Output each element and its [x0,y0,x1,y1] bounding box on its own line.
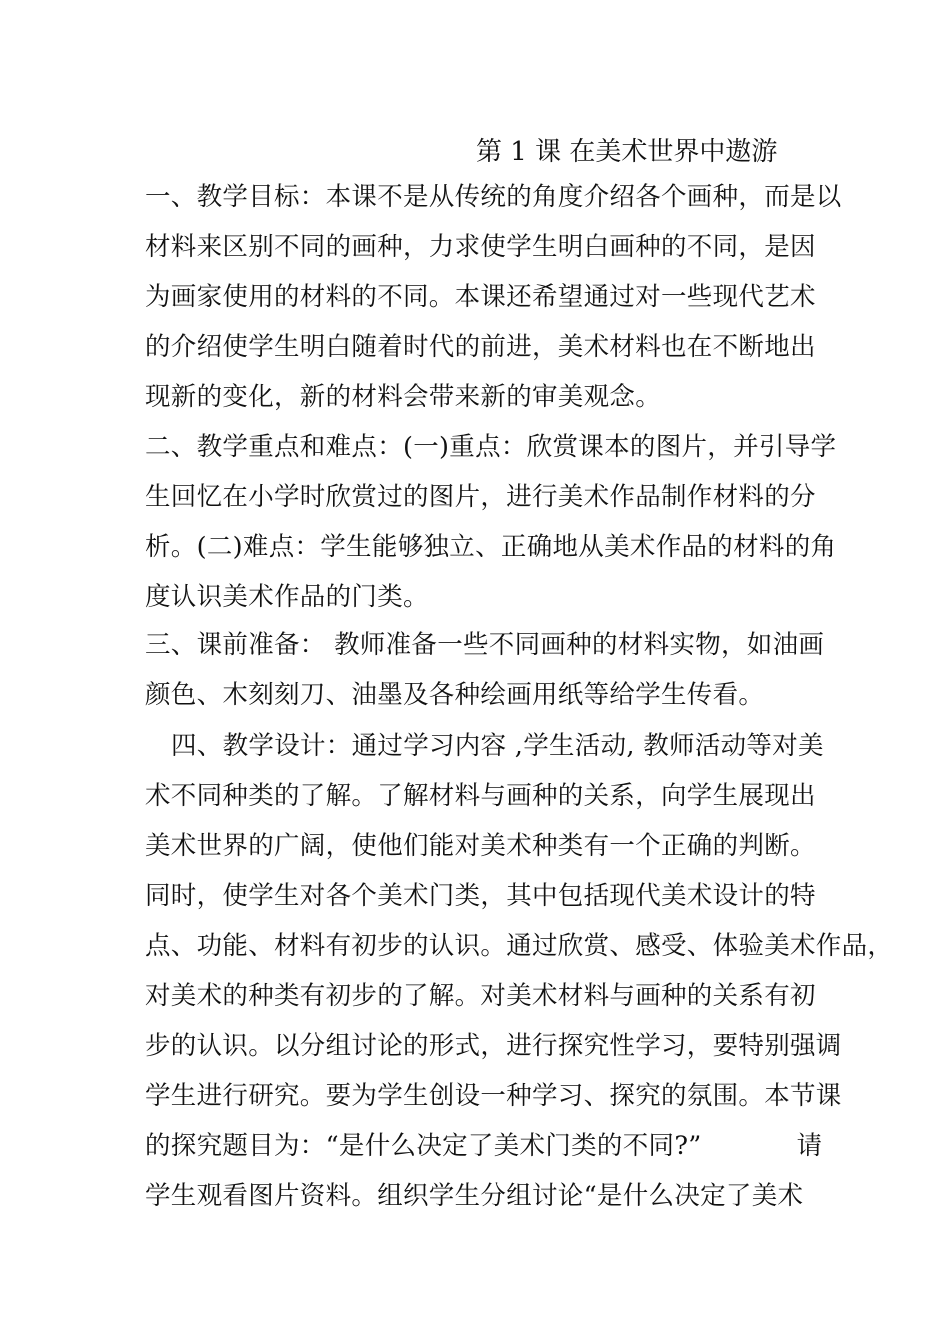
paragraph-line: 的介绍使学生明白随着时代的前进，美术材料也在不断地出 [145,332,816,362]
paragraph-line: 颜色、木刻刻刀、油墨及各种绘画用纸等给学生传看。 [145,680,765,710]
paragraph-line: 学生观看图片资料。组织学生分组讨论“是什么决定了美术 [145,1181,804,1211]
paragraph-line: 对美术的种类有初步的了解。对美术材料与画种的关系有初 [145,981,816,1011]
paragraph-line: 现新的变化，新的材料会带来新的审美观念。 [145,382,662,412]
paragraph-line: 四、教学设计：通过学习内容 ,学生活动, 教师活动等对美 [171,731,824,761]
paragraph-line: 材料来区别不同的画种，力求使学生明白画种的不同，是因 [145,232,816,262]
paragraph-line: 学生进行研究。要为学生创设一种学习、探究的氛围。本节课 [145,1081,842,1111]
paragraph-line: 点、功能、材料有初步的认识。通过欣赏、感受、体验美术作品， [145,931,894,961]
paragraph-line: 为画家使用的材料的不同。本课还希望通过对一些现代艺术 [145,282,816,312]
paragraph-line: 同时，使学生对各个美术门类，其中包括现代美术设计的特 [145,881,816,911]
paragraph-line: 步的认识。以分组讨论的形式，进行探究性学习，要特别强调 [145,1031,842,1061]
paragraph-line: 术不同种类的了解。了解材料与画种的关系，向学生展现出 [145,781,816,811]
paragraph-line: 一、教学目标：本课不是从传统的角度介绍各个画种，而是以 [145,182,842,212]
lesson-title: 第 1 课 在美术世界中遨游 [476,137,778,167]
paragraph-line [145,1126,823,1166]
paragraph-line: 美术世界的广阔，使他们能对美术种类有一个正确的判断。 [145,831,816,861]
paragraph-line-text: 请 [796,1131,823,1161]
paragraph-line: 生回忆在小学时欣赏过的图片，进行美术作品制作材料的分 [145,482,816,512]
paragraph-line: 度认识美术作品的门类。 [145,582,429,612]
paragraph-line: 二、教学重点和难点：(一)重点：欣赏课本的图片，并引导学 [145,432,837,462]
paragraph-line: 三、课前准备： 教师准备一些不同画种的材料实物，如油画 [145,630,825,660]
paragraph-line: 析。(二)难点：学生能够独立、正确地从美术作品的材料的角 [145,532,837,562]
paragraph-line-text: 的探究题目为：“是什么决定了美术门类的不同?” [145,1131,702,1161]
